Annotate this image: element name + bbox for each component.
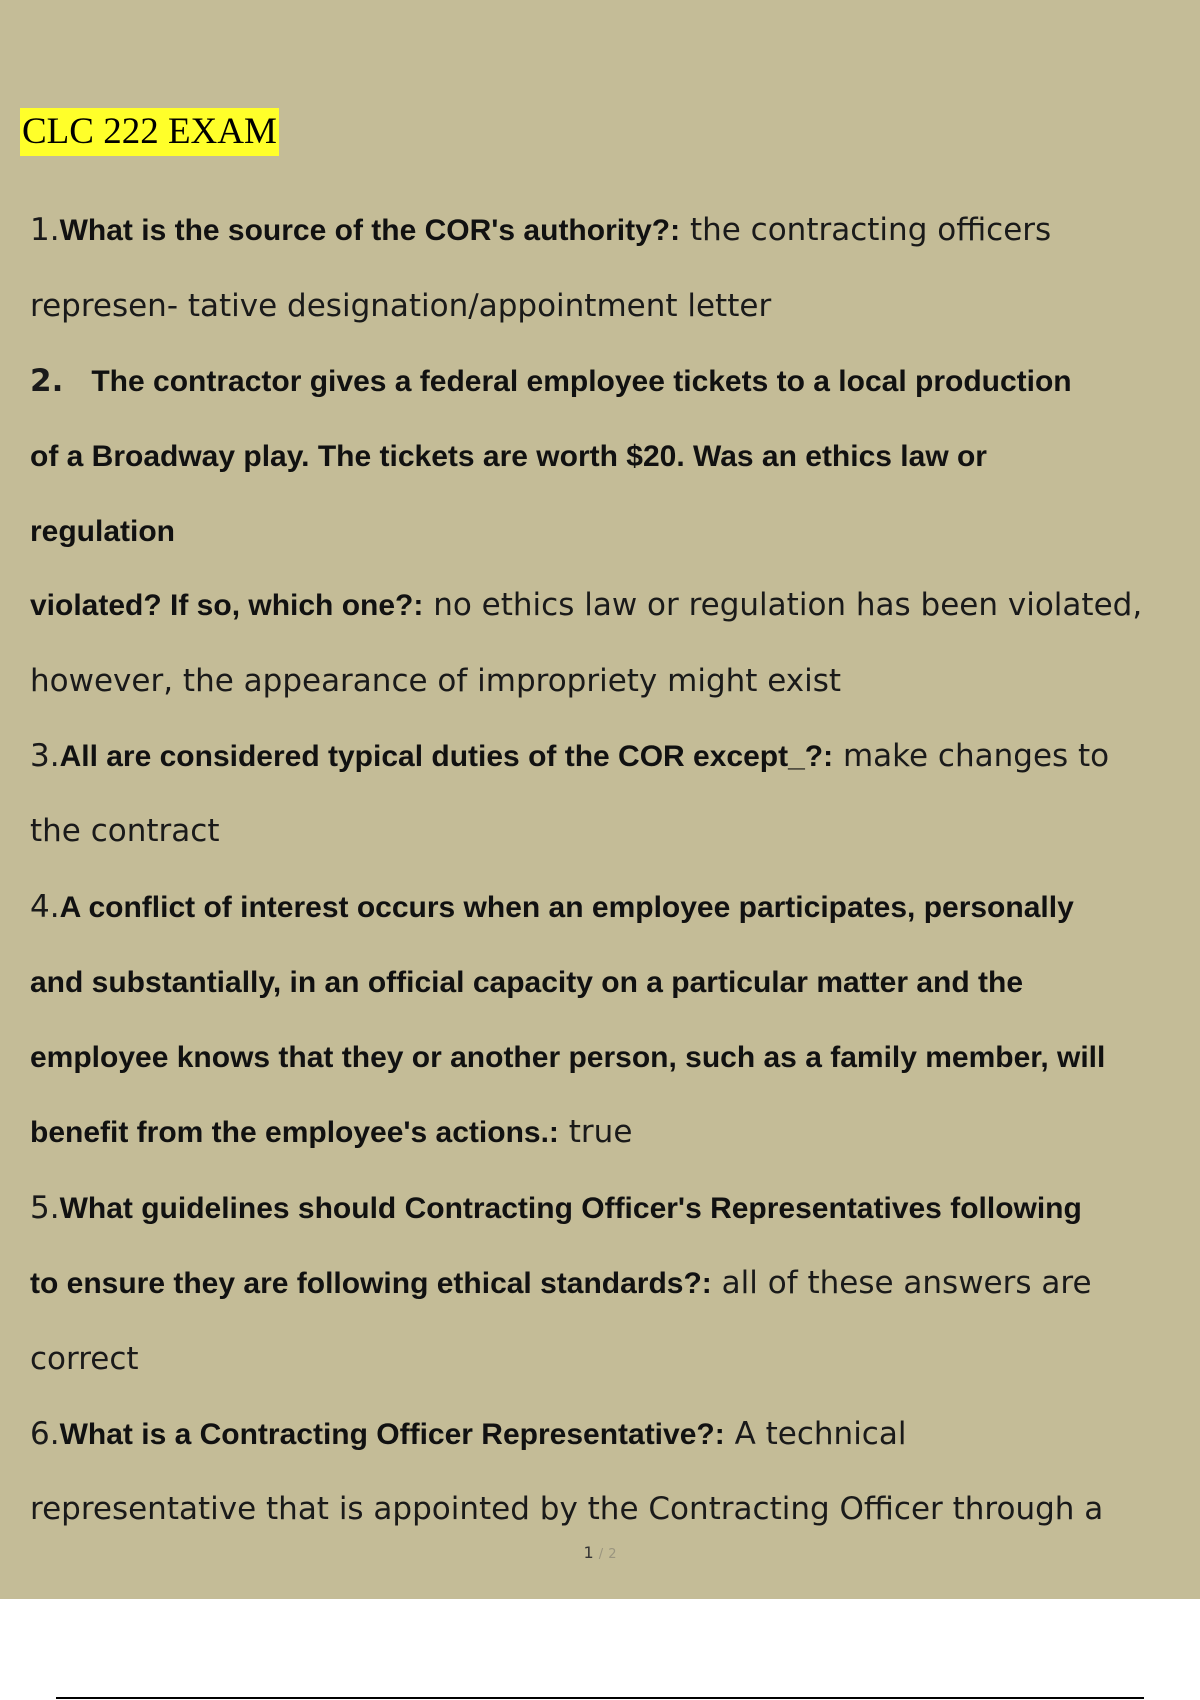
- question-line: [30, 962, 1195, 1003]
- question-text: to ensure they are following ethical standards?:: [30, 1267, 712, 1300]
- item-number: 5.: [30, 1190, 60, 1226]
- question-line: [30, 511, 1195, 552]
- question-text: The contractor gives a federal employee tickets to a local production: [91, 365, 1072, 398]
- list-item: [30, 1414, 1195, 1455]
- question-text: regulation: [30, 515, 176, 548]
- answer-line: however, the appearance of impropriety might exist: [30, 663, 842, 699]
- question-line: [30, 1263, 1195, 1304]
- item-number: 4.: [30, 889, 60, 925]
- question-text: All are considered typical duties of the COR except_?:: [59, 740, 834, 773]
- question-line: [30, 436, 1195, 477]
- answer-line: representative that is appointed by the Contracting Officer through a: [30, 1491, 1104, 1527]
- answer-text: all of these answers are: [711, 1265, 1092, 1301]
- question-line: [30, 585, 1195, 626]
- answer-text: no ethics law or regulation has been violated,: [423, 587, 1143, 623]
- list-item: [30, 887, 1195, 928]
- answer-line: the contract: [30, 813, 220, 849]
- list-item: [30, 736, 1195, 777]
- answer-text: the contracting officers: [680, 212, 1052, 248]
- question-text: and substantially, in an official capacity on a particular matter and the: [30, 966, 1024, 999]
- answer-text: true: [558, 1114, 633, 1150]
- page-number: [0, 1543, 1200, 1562]
- answer-text: A technical: [724, 1416, 907, 1452]
- item-number: 3.: [30, 738, 60, 774]
- question-line: [30, 1037, 1195, 1078]
- question-text: What is the source of the COR's authority?:: [59, 214, 681, 247]
- question-text: What is a Contracting Officer Representative?:: [59, 1418, 725, 1451]
- total-pages: 2: [608, 1547, 617, 1562]
- item-number: 6.: [30, 1416, 60, 1452]
- list-item: [30, 210, 1195, 251]
- question-text: benefit from the employee's actions.:: [30, 1116, 559, 1149]
- document-title: CLC 222 EXAM: [20, 108, 279, 156]
- current-page: 1: [583, 1543, 594, 1562]
- answer-line: correct: [30, 1341, 139, 1377]
- question-text: employee knows that they or another person, such as a family member, will: [30, 1041, 1106, 1074]
- question-text: A conflict of interest occurs when an employee participates, personally: [59, 891, 1074, 924]
- answer-line: represen- tative designation/appointment letter: [30, 288, 772, 324]
- list-item: [30, 361, 1195, 402]
- item-number: 2.: [30, 363, 64, 399]
- list-item: [30, 1188, 1195, 1229]
- answer-text: make changes to: [833, 738, 1110, 774]
- next-page-rule: [56, 1697, 1144, 1699]
- page-separator: /: [598, 1547, 604, 1562]
- question-text: What guidelines should Contracting Officer's Representatives following: [59, 1192, 1082, 1225]
- question-line: [30, 1112, 1195, 1153]
- question-text: violated? If so, which one?:: [30, 589, 424, 622]
- question-text: of a Broadway play. The tickets are worth $20. Was an ethics law or: [30, 440, 987, 473]
- item-number: 1.: [30, 212, 60, 248]
